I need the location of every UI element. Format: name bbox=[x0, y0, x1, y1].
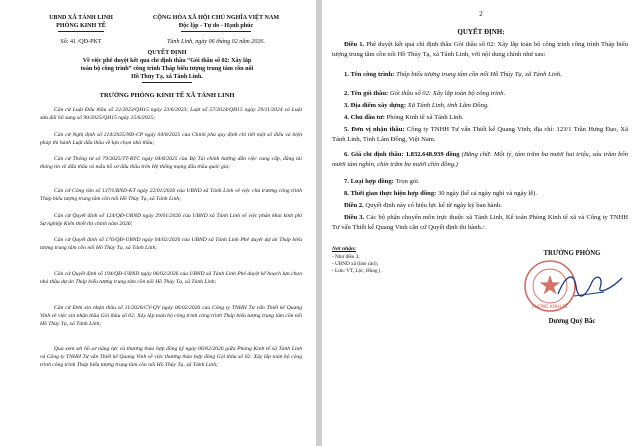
subject-line-3: Hồ Thủy Tạ, xã Tánh Linh. bbox=[131, 74, 203, 80]
seal-text: PHÒNG KINH TẾ bbox=[532, 305, 568, 310]
basis-paragraph: Căn cứ Đơn xin nhận thầu số 11/2026/CV-QV ngày 06/02/2026 của Công ty TNHH Tư vấn Thiết kế Quang Vinh về việc xin nhận thầu Gói thầu số 02: Xây lắp toàn bộ công trình công trình Tháp biểu tượng trung tâm cồn nổi Hồ Thủy Tạ, xã Tánh Linh; bbox=[40, 305, 302, 328]
handwritten-signature-icon bbox=[554, 266, 626, 304]
basis-paragraph: Căn cứ Quyết định số 176/QĐ-UBND ngày 04/02/2026 của UBND xã Tánh Linh Phê duyệt dự án Tháp biểu tượng trung tâm cồn nổi Hồ Thủy Tạ, xã Tánh Linh; bbox=[40, 237, 302, 252]
authority-heading: TRƯỞNG PHÒNG KINH TẾ XÃ TÁNH LINH bbox=[99, 92, 235, 99]
basis-paragraph: Căn cứ Nghị định số 214/2025/NĐ-CP ngày 04/8/2025 của Chính phủ quy định chi tiết một số điều và biện pháp thi hành Luật đấu thầu về lựa chọn nhà thầu; bbox=[40, 132, 302, 147]
item-3 bbox=[332, 101, 628, 111]
item-4 bbox=[332, 113, 628, 123]
basis-paragraph: Căn cứ Công văn số 137/UBND-KT ngày 22/01/2026 của UBND xã Tánh Linh về việc chủ trương công trình Tháp biểu tượng trung tâm cồn nổi Hồ Thủy Tạ, xã Tánh Linh; bbox=[40, 188, 302, 203]
recipient-item: - UBND xã (báo cáo); bbox=[332, 261, 379, 267]
signer-title: TRƯỞNG PHÒNG bbox=[543, 250, 601, 257]
recipients-title: Nơi nhận: bbox=[332, 246, 356, 252]
nation-line-2: Độc lập - Tự do - Hạnh phúc bbox=[178, 23, 254, 29]
signer-name: Dương Quý Bắc bbox=[548, 318, 596, 325]
document-title: QUYẾT ĐỊNH bbox=[147, 50, 187, 56]
article-1 bbox=[332, 40, 628, 59]
nation-line-1: CỘNG HÒA XÃ HỘI CHỦ NGHĨA VIỆT NAM bbox=[152, 15, 280, 21]
org-line-2: PHÒNG KINH TẾ bbox=[56, 23, 106, 29]
document-page-1 bbox=[0, 0, 316, 446]
item-label: 4. Chủ đầu tư: bbox=[344, 114, 385, 121]
item-label: 3. Địa điểm xây dựng: bbox=[344, 102, 407, 109]
decides-heading: QUYẾT ĐỊNH: bbox=[457, 28, 505, 36]
item-2 bbox=[332, 89, 628, 99]
subject-line-2: toàn bộ công trình” công trình Tháp biểu tượng trung tâm cồn nổi bbox=[80, 66, 254, 72]
item-value: Xã Tánh Linh, tỉnh Lâm Đồng. bbox=[406, 102, 489, 109]
article-2-label: Điều 2. bbox=[344, 202, 364, 209]
item-8 bbox=[332, 189, 628, 199]
recipient-item: - Như điều 3; bbox=[332, 254, 360, 260]
item-label: 1. Tên công trình: bbox=[344, 71, 395, 78]
item-label: 5. Đơn vị nhận thầu: bbox=[344, 126, 405, 133]
basis-paragraph: Căn cứ Thông tư số 79/2025/TT-BTC ngày 04/8/2025 của Bộ Tài chính hướng dẫn việc cung cấp, đăng tải thông tin về đấu thầu và mẫu hồ sơ đấu thầu trên Hệ thống mạng đấu thầu quốc gia; bbox=[40, 156, 302, 171]
basis-paragraph: Căn cứ Quyết định số 194/QĐ-UBND ngày 06/02/2026 của UBND xã Tánh Linh Phê duyệt kế hoạch lựa chọn nhà thầu dự án Tháp biểu tượng trung tâm cồn nổi Hồ Thủy Tạ, xã Tánh Linh; bbox=[40, 271, 302, 286]
item-label: 2. Tên gói thầu: bbox=[344, 90, 389, 97]
recipient-item: - Lưu: VT, Lộc, Hùng ( . bbox=[332, 268, 384, 274]
page-number: 2 bbox=[479, 10, 483, 18]
basis-paragraph: Căn cứ Quyết định số 124/QĐ-UBND ngày 29/01/2026 của UBND xã Tánh Linh về việc phân khai kinh phí Sự nghiệp Kiến thiết thị chính năm 2026; bbox=[40, 213, 302, 228]
document-page-2 bbox=[322, 0, 640, 446]
item-6 bbox=[332, 150, 628, 169]
basis-paragraph: Qua xem xét hồ sơ năng lực và thương thảo hợp đồng kỹ ngày 06/02/2026 giữa Phòng Kinh tế xã Tánh Linh và Công ty TNHH Tư vấn Thiết kế Quang Vinh về việc thương thảo hợp đồng Gói thầu số 02: Xây lắp toàn bộ công trình công trình Tháp biểu tượng trung tâm cồn nổi Hồ Thủy Tạ, xã Tánh Linh; bbox=[40, 346, 302, 369]
article-3 bbox=[332, 213, 628, 232]
item-5 bbox=[332, 125, 628, 144]
article-2 bbox=[332, 201, 628, 211]
org-line-1: UBND XÃ TÁNH LINH bbox=[49, 15, 113, 21]
item-value: Tháp biểu tượng trung tâm cồn nổi Hồ Thủy Tạ, xã Tánh Linh. bbox=[394, 71, 562, 78]
item-value: Công ty TNHH Tư vấn Thiết kế Quang Vinh; địa chỉ: 123/1 Trần Hưng Đạo, Xã Tánh Linh, Tỉnh Lâm Đồng, Việt Nam. bbox=[332, 126, 628, 143]
doc-number: Số: 41 /QĐ-PKT bbox=[60, 39, 102, 45]
basis-paragraph: Căn cứ Luật Đấu thầu số 22/2023/QH15 ngày 23/6/2023; Luật số 57/2024/QH15 ngày 29/11/2024 và Luật sửa đổi bổ sung số 90/2025/QH15 ngày 25/6/2025; bbox=[40, 107, 302, 122]
article-3-label: Điều 3. bbox=[344, 214, 365, 221]
article-2-text: Quyết định này có hiệu lực kể từ ngày ký ban hành. bbox=[363, 202, 502, 209]
nation-underline bbox=[181, 31, 251, 32]
subject-line-1: Về việc phê duyệt kết quả chỉ định thầu “Gói thầu số 02: Xây lắp bbox=[82, 58, 252, 64]
item-value: Phòng Kinh tế xã Tánh Linh. bbox=[384, 114, 464, 121]
item-label: 6. Giá chỉ định thầu: 1.832.648.939 đồng bbox=[344, 151, 460, 158]
item-label: 7. Loại hợp đồng: bbox=[344, 178, 394, 185]
item-value: Trọn gói. bbox=[393, 178, 420, 185]
article-1-label: Điều 1. bbox=[344, 41, 365, 48]
article-3-text: Các bộ phận chuyên môn trực thuộc xã Tánh Linh, Kế toán Phòng Kinh tế xã và Công ty TNHH Tư vấn Thiết kế Quang Vinh căn cứ Quyết định thi hành./. bbox=[332, 214, 629, 231]
item-1 bbox=[332, 70, 628, 80]
item-label: 8. Thời gian thực hiện hợp đồng: bbox=[344, 190, 437, 197]
item-7 bbox=[332, 177, 628, 187]
item-value: (Bằng chữ: Một tỷ, tám trăm ba mươi hai triệu, sáu trăm bốn mươi tám nghìn, chín trăm ba mươi chín đồng.) bbox=[332, 151, 628, 168]
article-1-text: Phê duyệt kết quả chỉ định thầu Gói thầu số 02: Xây lắp toàn bộ công trình công trình Tháp biểu tượng trung tâm cồn nổi Hồ Thủy Tạ, xã Tánh Linh, với nội dung chính như sau: bbox=[332, 41, 628, 58]
item-value: 30 ngày (kể cả ngày nghỉ và ngày lễ). bbox=[436, 190, 538, 197]
org-underline bbox=[58, 31, 104, 32]
item-value: Gói thầu số 02: Xây lắp toàn bộ công trình. bbox=[388, 90, 506, 97]
subject-underline bbox=[142, 82, 192, 83]
place-date: Tánh Linh, ngày 06 tháng 02 năm 2026. bbox=[166, 39, 265, 45]
